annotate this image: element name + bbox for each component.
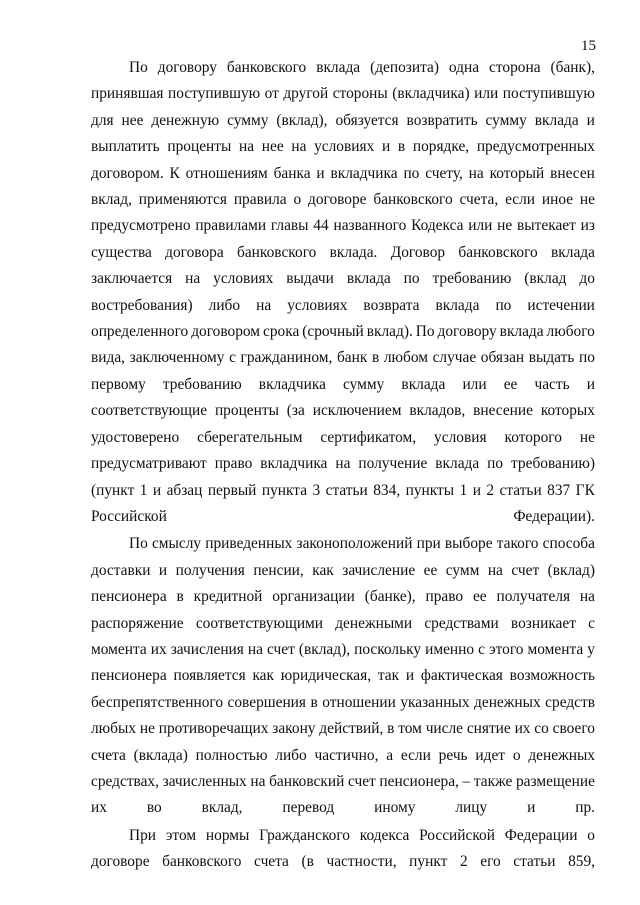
- text-line: заключается на условиях выдачи вклада по требованию (вклад до: [91, 270, 595, 288]
- text-line: принявшая поступившую от другой стороны (вкладчика) или поступившую: [91, 85, 595, 103]
- text-line: договором. К отношениям банка и вкладчика по счету, на который внесен: [91, 164, 595, 182]
- text-line: выплатить проценты на нее на условиях и в порядке, предусмотренных: [91, 138, 595, 156]
- text-line: предусматривают право вкладчика на получение вклада по требованию): [91, 455, 595, 473]
- text-line: первому требованию вкладчика сумму вклада или ее часть и: [91, 375, 595, 393]
- text-line: пенсионера в кредитной организации (банке), право ее получателя на: [91, 588, 595, 606]
- text-line: пенсионера появляется как юридическая, так и фактическая возможность: [91, 667, 595, 685]
- text-line: существа договора банковского вклада. Договор банковского вклада: [91, 243, 595, 261]
- text-line: средствах, зачисленных на банковский счет пенсионера, – также размещение: [91, 772, 595, 790]
- text-line: По договору банковского вклада (депозита) одна сторона (банк),: [129, 59, 595, 76]
- document-body: [91, 55, 595, 876]
- text-line: договоре банковского счета (в частности, пункт 2 его статьи 859,: [91, 853, 595, 871]
- paragraph-1: [91, 55, 595, 530]
- text-line: При этом нормы Гражданского кодекса Российской Федерации о: [129, 826, 595, 844]
- text-line: определенного договором срока (срочный вклад). По договору вклада любого: [91, 323, 595, 341]
- text-line: вида, заключенному с гражданином, банк в любом случае обязан выдать по: [91, 349, 595, 367]
- paragraph-2: [91, 531, 595, 821]
- text-line: удостоверено сберегательным сертификатом, условия которого не: [91, 428, 595, 446]
- text-line: счета (вклада) полностью либо частично, а если речь идет о денежных: [91, 746, 595, 764]
- text-line: распоряжение соответствующими денежными средствами возникает с: [91, 614, 595, 632]
- text-line: Российской Федерации).: [91, 507, 595, 525]
- text-line: востребования) либо на условиях возврата вклада по истечении: [91, 296, 595, 314]
- text-line: для нее денежную сумму (вклад), обязуется возвратить сумму вклада и: [91, 111, 595, 129]
- text-line: беспрепятственного совершения в отношении указанных денежных средств: [91, 693, 595, 711]
- text-line: вклад, применяются правила о договоре банковского счета, если иное не: [91, 191, 595, 209]
- text-line: доставки и получения пенсии, как зачисление ее сумм на счет (вклад): [91, 561, 595, 579]
- text-line: предусмотрено правилами главы 44 названного Кодекса или не вытекает из: [91, 217, 595, 235]
- page-number: 15: [581, 38, 596, 54]
- paragraph-3: [91, 823, 595, 876]
- text-line: соответствующие проценты (за исключением вкладов, внесение которых: [91, 402, 595, 420]
- text-line: По смыслу приведенных законоположений при выборе такого способа: [129, 535, 595, 553]
- text-line: их во вклад, перевод иному лицу и пр.: [91, 799, 595, 817]
- text-line: момента их зачисления на счет (вклад), поскольку именно с этого момента у: [91, 640, 595, 658]
- text-line: любых не противоречащих закону действий, в том числе снятие их со своего: [91, 720, 595, 738]
- text-line: (пункт 1 и абзац первый пункта 3 статьи 834, пункты 1 и 2 статьи 837 ГК: [91, 481, 595, 499]
